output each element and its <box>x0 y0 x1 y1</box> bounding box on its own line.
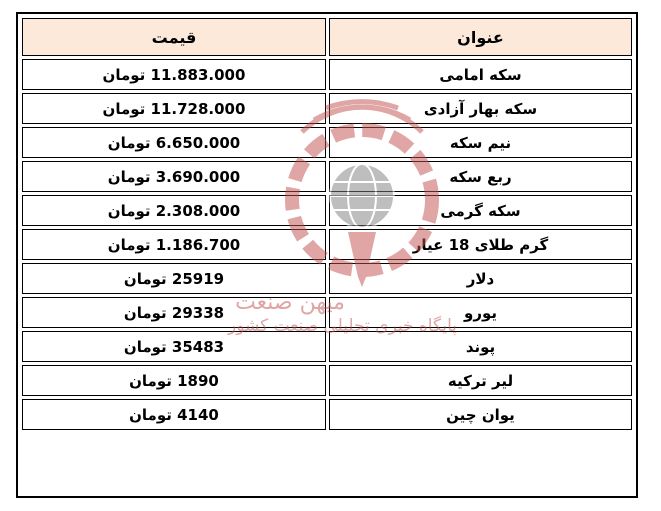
table-row <box>22 365 632 396</box>
column-header-title: عنوان <box>329 18 632 56</box>
table-row <box>22 59 632 90</box>
item-name: یورو <box>329 297 632 328</box>
watermark-tagline: پایگاه خبری تحلیلی صنعت کشور <box>227 316 458 336</box>
table-row <box>22 399 632 430</box>
item-price: 1890 تومان <box>22 365 326 396</box>
item-price: 3.690.000 تومان <box>22 161 326 192</box>
item-name: ربع سکه <box>329 161 632 192</box>
watermark-brand: میهن صنعت <box>235 290 345 315</box>
item-price: 1.186.700 تومان <box>22 229 326 260</box>
item-name: لیر ترکیه <box>329 365 632 396</box>
item-price: 4140 تومان <box>22 399 326 430</box>
item-name: پوند <box>329 331 632 362</box>
item-price: 25919 تومان <box>22 263 326 294</box>
column-header-price: قیمت <box>22 18 326 56</box>
item-price: 2.308.000 تومان <box>22 195 326 226</box>
table-row <box>22 195 632 226</box>
item-price: 6.650.000 تومان <box>22 127 326 158</box>
price-table <box>19 15 635 433</box>
table-row <box>22 93 632 124</box>
item-name: یوان چین <box>329 399 632 430</box>
table-header-row <box>22 18 632 56</box>
item-price: 35483 تومان <box>22 331 326 362</box>
item-name: سکه بهار آزادی <box>329 93 632 124</box>
item-name: نیم سکه <box>329 127 632 158</box>
item-name: دلار <box>329 263 632 294</box>
item-name: گرم طلای 18 عیار <box>329 229 632 260</box>
item-price: 11.883.000 تومان <box>22 59 326 90</box>
item-price: 29338 تومان <box>22 297 326 328</box>
table-row <box>22 127 632 158</box>
table-row <box>22 229 632 260</box>
item-name: سکه امامی <box>329 59 632 90</box>
item-name: سکه گرمی <box>329 195 632 226</box>
item-price: 11.728.000 تومان <box>22 93 326 124</box>
table-row <box>22 161 632 192</box>
